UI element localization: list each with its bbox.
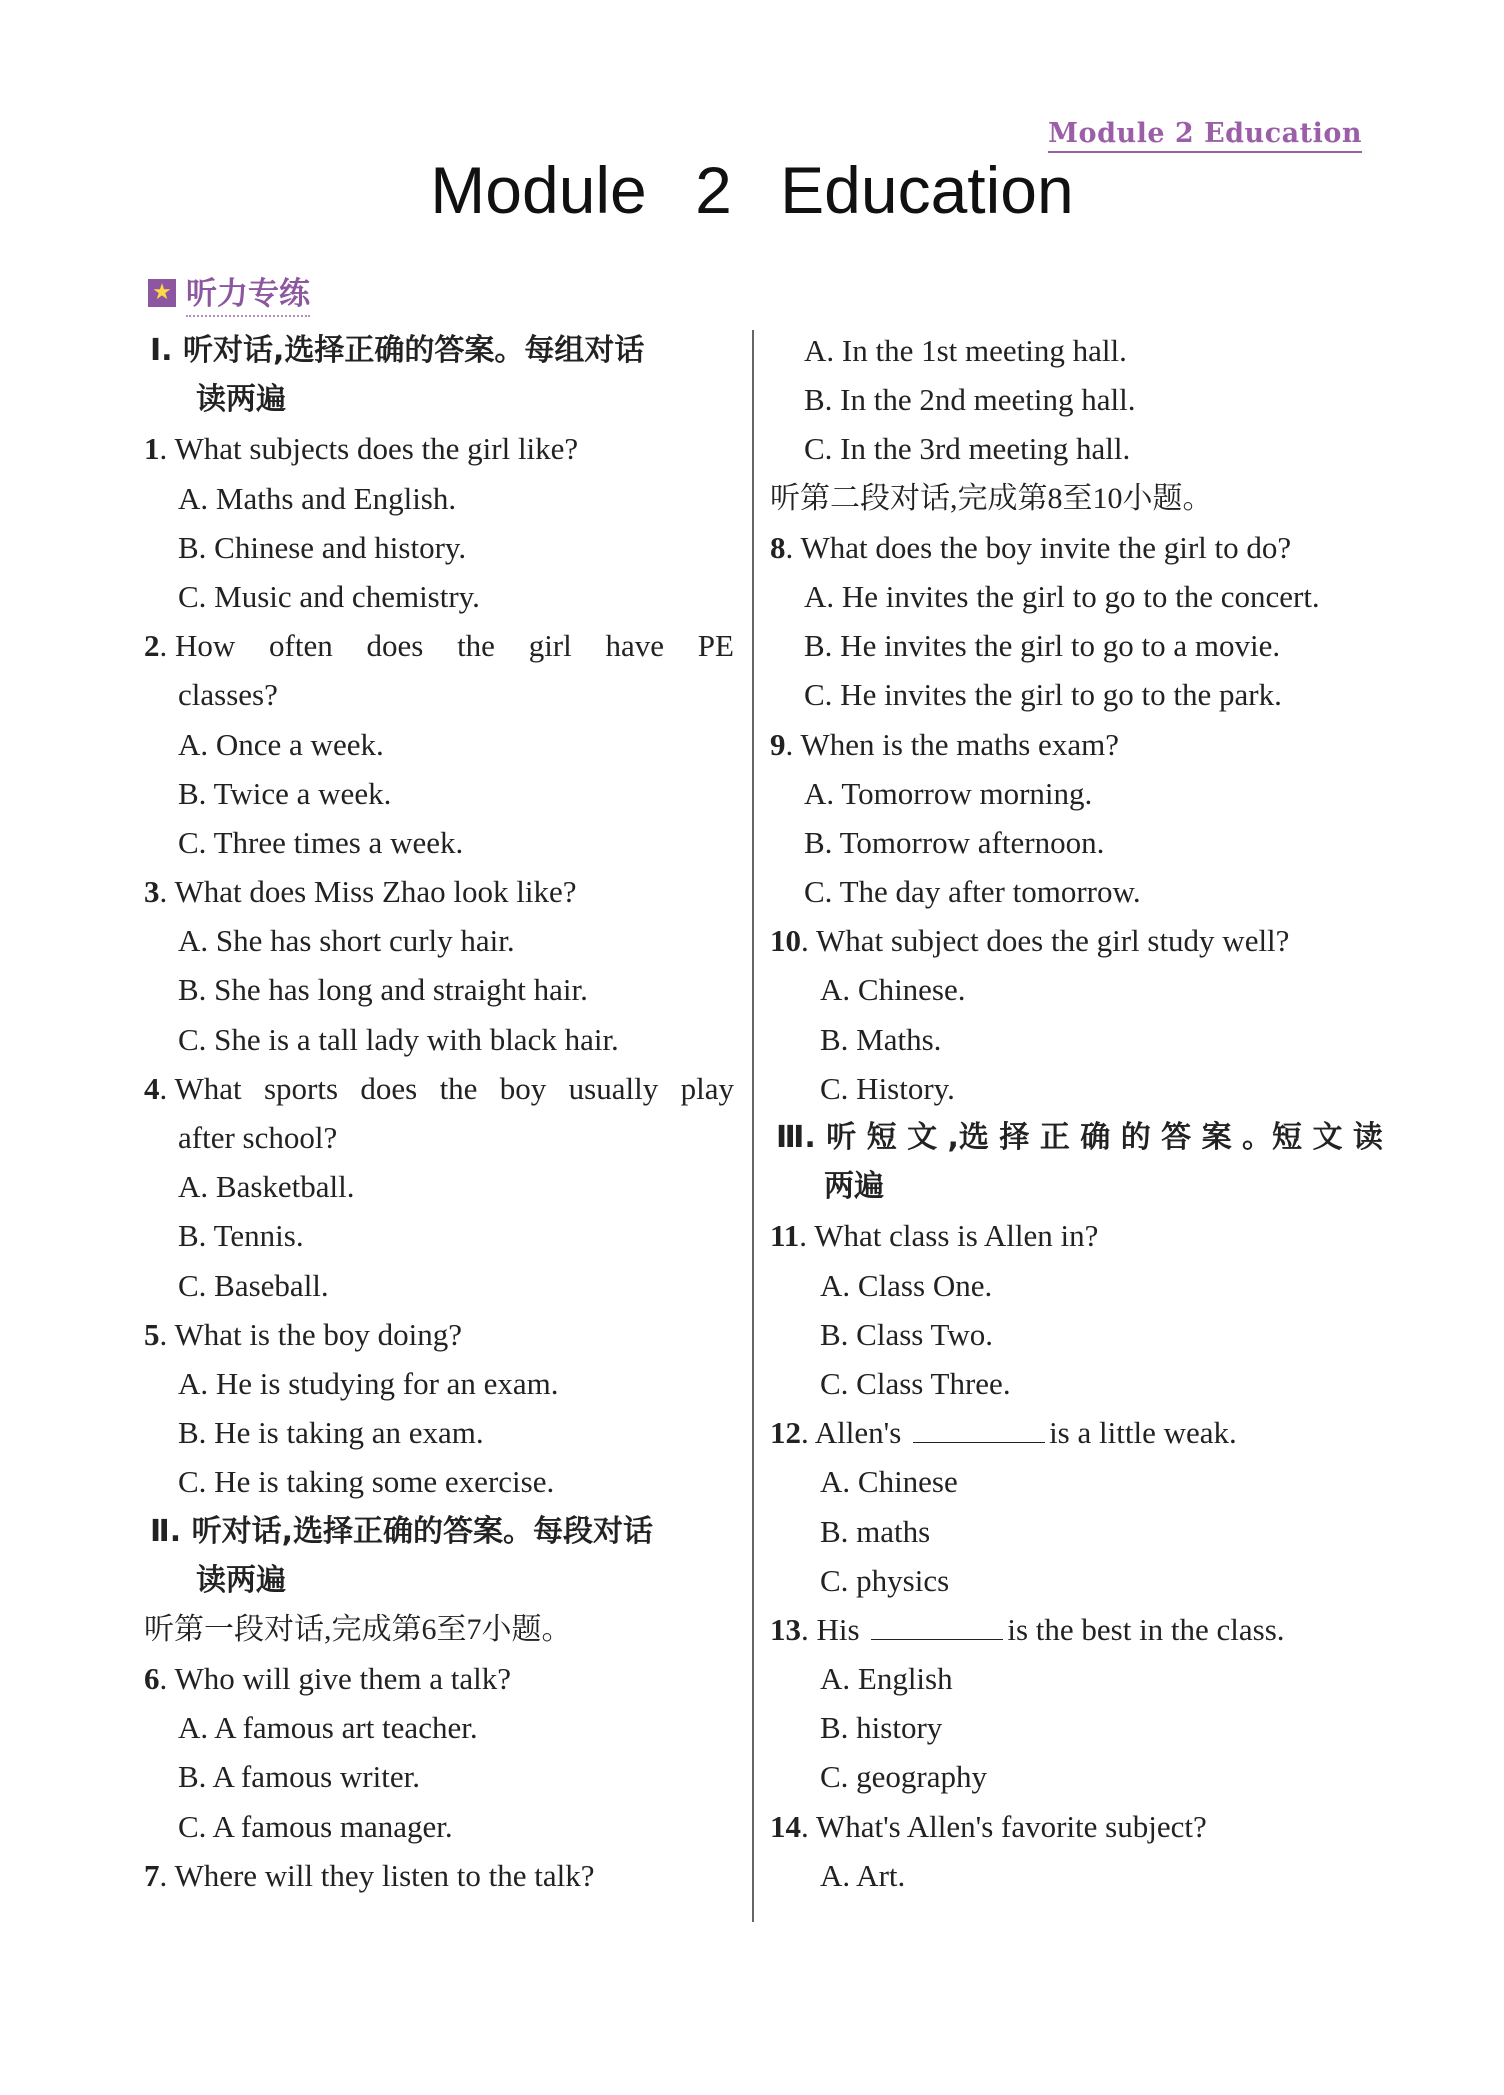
option-2b: B. Twice a week. (178, 775, 392, 811)
option-10c: C. History. (820, 1070, 955, 1106)
question-6 (144, 1654, 734, 1703)
option-4c: C. Baseball. (178, 1267, 329, 1303)
star-icon: ★ (148, 279, 176, 307)
question-number: 9 (770, 726, 786, 762)
option-6a: A. A famous art teacher. (178, 1710, 478, 1746)
option-11a: A. Class One. (820, 1267, 993, 1303)
question-word: often (269, 628, 333, 664)
option-14a: A. Art. (820, 1857, 906, 1893)
question-number: 12 (770, 1415, 801, 1451)
question-text: . What does Miss Zhao look like? (159, 874, 577, 910)
right-column (770, 326, 1383, 1900)
question-word: . How (159, 628, 236, 664)
option-12c: C. physics (820, 1562, 950, 1598)
option-1c: C. Music and chemistry. (178, 578, 480, 614)
question-number: 1 (144, 431, 160, 467)
question-word: does (360, 1070, 418, 1106)
question-word: does (366, 628, 424, 664)
question-word: the (457, 628, 495, 664)
option-2a: A. Once a week. (178, 726, 384, 762)
option-1b: B. Chinese and history. (178, 529, 467, 565)
question-word: . What (159, 1070, 242, 1106)
question-13 (770, 1605, 1370, 1654)
option-13a: A. English (820, 1661, 953, 1697)
question-12 (770, 1408, 1370, 1457)
question-text: is the best in the class. (1007, 1611, 1285, 1647)
question-number: 6 (144, 1661, 160, 1697)
question-text: . What class is Allen in? (799, 1218, 1099, 1254)
question-4-cont: after school? (178, 1120, 338, 1155)
question-number: 14 (770, 1808, 801, 1844)
question-text: . What subject does the girl study well? (801, 923, 1290, 959)
option-3a: A. She has short curly hair. (178, 923, 515, 959)
option-5c: C. He is taking some exercise. (178, 1464, 555, 1500)
question-word: sports (263, 1070, 339, 1106)
question-5 (144, 1310, 734, 1359)
section-2-intro: 听第一段对话,完成第6至7小题。 (144, 1612, 572, 1646)
option-10a: A. Chinese. (820, 972, 966, 1008)
question-number: 7 (144, 1857, 160, 1893)
option-7b: B. In the 2nd meeting hall. (804, 382, 1136, 418)
question-14 (770, 1802, 1370, 1851)
option-2c: C. Three times a week. (178, 824, 464, 860)
option-11b: B. Class Two. (820, 1316, 993, 1352)
section-2-heading: Ⅱ. 听对话,选择正确的答案。每段对话 (150, 1513, 653, 1549)
option-9c: C. The day after tomorrow. (804, 874, 1141, 910)
question-text: . When is the maths exam? (785, 726, 1119, 762)
question-8 (770, 523, 1370, 572)
section-1-heading: Ⅰ. 听对话,选择正确的答案。每组对话 (150, 333, 645, 368)
answer-blank (871, 1609, 1003, 1640)
option-6b: B. A famous writer. (178, 1759, 420, 1795)
question-2 (144, 621, 734, 670)
question-text: . Who will give them a talk? (159, 1661, 512, 1697)
question-7 (144, 1851, 734, 1900)
question-text: . What's Allen's favorite subject? (801, 1808, 1207, 1844)
question-word: have (605, 628, 665, 664)
question-word: play (680, 1070, 734, 1106)
page-title: Module 2 Education (430, 153, 1074, 227)
question-11 (770, 1211, 1370, 1260)
dialogue-2-intro: 听第二段对话,完成第8至10小题。 (770, 481, 1213, 515)
question-2-cont: classes? (178, 677, 278, 713)
option-9b: B. Tomorrow afternoon. (804, 824, 1105, 860)
question-number: 3 (144, 874, 160, 910)
question-number: 13 (770, 1611, 801, 1647)
question-word: usually (568, 1070, 659, 1106)
section-label-text: 听力专练 (186, 268, 310, 317)
question-3 (144, 867, 734, 916)
question-text: . What subjects does the girl like? (159, 431, 579, 467)
question-text: . Allen's (801, 1415, 902, 1451)
question-text: . What does the boy invite the girl to do? (785, 529, 1292, 565)
option-8c: C. He invites the girl to go to the park. (804, 677, 1282, 713)
question-number: 8 (770, 529, 786, 565)
left-column (144, 326, 734, 1900)
answer-blank (913, 1412, 1045, 1443)
question-word: girl (528, 628, 572, 664)
running-header: Module 2 Education (1048, 118, 1362, 153)
question-number: 4 (144, 1070, 160, 1106)
question-text: is a little weak. (1049, 1415, 1237, 1451)
option-13c: C. geography (820, 1759, 988, 1795)
option-12a: A. Chinese (820, 1464, 958, 1500)
option-7a: A. In the 1st meeting hall. (804, 333, 1127, 368)
option-3b: B. She has long and straight hair. (178, 972, 588, 1008)
option-10b: B. Maths. (820, 1021, 942, 1057)
option-5a: A. He is studying for an exam. (178, 1365, 559, 1401)
option-3c: C. She is a tall lady with black hair. (178, 1021, 619, 1057)
question-word: PE (697, 628, 734, 664)
section-3-heading: Ⅲ. 听 短 文 ,选 择 正 确 的 答 案 。短 文 读 (776, 1120, 1383, 1155)
option-8b: B. He invites the girl to go to a movie. (804, 628, 1281, 664)
question-text: . What is the boy doing? (159, 1316, 462, 1352)
question-4 (144, 1064, 734, 1113)
question-word: boy (499, 1070, 547, 1106)
option-1a: A. Maths and English. (178, 480, 457, 516)
column-divider (752, 330, 754, 1922)
option-9a: A. Tomorrow morning. (804, 775, 1093, 811)
question-number: 10 (770, 923, 801, 959)
question-word: the (439, 1070, 478, 1106)
option-4a: A. Basketball. (178, 1169, 355, 1205)
question-number: 11 (770, 1218, 800, 1254)
section-label (148, 268, 310, 317)
option-12b: B. maths (820, 1513, 931, 1549)
option-11c: C. Class Three. (820, 1365, 1011, 1401)
question-9 (770, 720, 1370, 769)
option-5b: B. He is taking an exam. (178, 1415, 484, 1451)
question-text: . His (801, 1611, 860, 1647)
section-2-heading-cont: 读两遍 (196, 1562, 286, 1598)
section-1-heading-cont: 读两遍 (196, 382, 286, 418)
option-4b: B. Tennis. (178, 1218, 304, 1254)
option-6c: C. A famous manager. (178, 1808, 453, 1844)
option-7c: C. In the 3rd meeting hall. (804, 431, 1131, 467)
option-13b: B. history (820, 1710, 943, 1746)
section-3-heading-cont: 两遍 (824, 1169, 884, 1205)
question-10 (770, 916, 1370, 965)
option-8a: A. He invites the girl to go to the concert. (804, 578, 1320, 614)
question-number: 5 (144, 1316, 160, 1352)
question-1 (144, 424, 734, 473)
question-text: . Where will they listen to the talk? (159, 1857, 595, 1893)
question-number: 2 (144, 628, 160, 664)
